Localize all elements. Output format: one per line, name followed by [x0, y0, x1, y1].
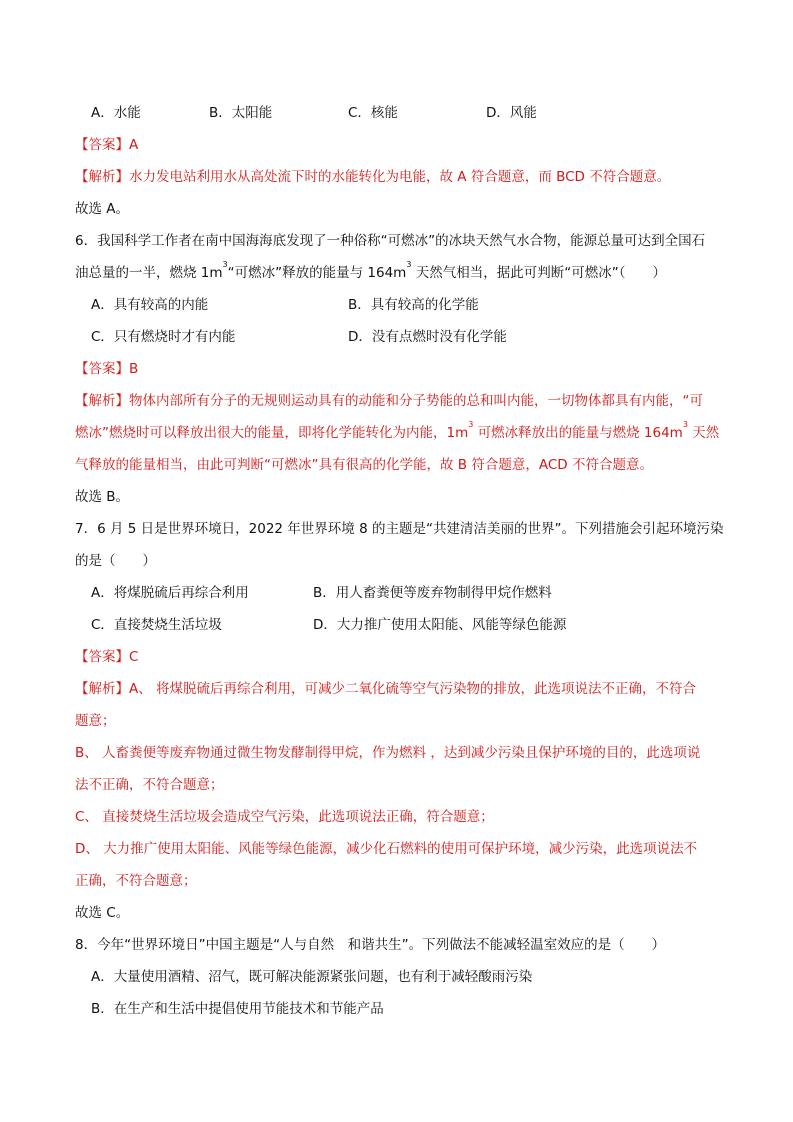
q7-option-d: D．大力推广使用太阳能、风能等绿色能源: [313, 617, 567, 633]
analysis-tag: 【解析】: [75, 681, 129, 697]
q7-analysis-d-line-2: 正确，不符合题意；: [75, 873, 197, 889]
q7-stem-line-1: 7．6 月 5 日是世界环境日，2022 年世界环境 8 的主题是“共建清洁美丽的世界”。下列措施会引起环境污染: [75, 521, 724, 537]
q7-analysis-b-line-2: 法不正确，不符合题意；: [75, 777, 224, 793]
q8-option-a: A．大量使用酒精、沼气，既可解决能源紧张问题，也有利于减轻酸雨污染: [91, 969, 533, 985]
answer-value: B: [129, 361, 139, 377]
q5-conclusion: 故选 A。: [75, 201, 130, 217]
analysis-tag: 【解析】: [75, 393, 129, 409]
q6-option-b: B．具有较高的化学能: [348, 297, 479, 313]
q7-answer: [75, 645, 138, 665]
q6-analysis-line-1: 【解析】物体内部所有分子的无规则运动具有的动能和分子势能的总和叫内能，一切物体都具有内能，“可: [75, 393, 703, 409]
q6-answer: [75, 357, 138, 377]
q5-option-a: A．水能: [91, 105, 141, 121]
q8-stem: 8．今年“世界环境日”中国主题是“人与自然 和谐共生”。下列做法不能减轻温室效应的是（ ）: [75, 937, 666, 953]
q7-analysis-a-line-1: 【解析】A、 将煤脱硫后再综合利用，可减少二氧化硫等空气污染物的排放，此选项说法不正确，不符合: [75, 681, 697, 697]
q8-option-b: B．在生产和生活中提倡使用节能技术和节能产品: [91, 1001, 384, 1017]
q6-stem-line-1: 6．我国科学工作者在南中国海海底发现了一种俗称“可燃冰”的冰块天然气水合物，能源总量可达到全国石: [75, 233, 706, 249]
analysis-tag: 【解析】: [75, 169, 129, 185]
q5-option-c: C．核能: [348, 105, 398, 121]
q5-analysis: [75, 165, 670, 185]
q7-option-c: C．直接焚烧生活垃圾: [91, 617, 222, 633]
analysis-text: 水力发电站利用水从高处流下时的水能转化为电能，故 A 符合题意，而 BCD 不符合题意。: [129, 169, 671, 185]
q5-option-b: B．太阳能: [209, 105, 273, 121]
q7-analysis-a-line-2: 题意；: [75, 713, 116, 729]
q7-stem-line-2: 的是（ ）: [75, 553, 156, 569]
q7-conclusion: 故选 C。: [75, 905, 130, 921]
answer-tag: 【答案】: [75, 649, 129, 665]
q6-conclusion: 故选 B。: [75, 489, 130, 505]
q6-option-c: C．只有燃烧时才有内能: [91, 329, 236, 345]
q7-analysis-d-line-1: D、 大力推广使用太阳能、风能等绿色能源，减少化石燃料的使用可保护环境，减少污染，此选项说法不: [75, 841, 698, 857]
q6-analysis-line-3: 气释放的能量相当，由此可判断“可燃冰”具有很高的化学能，故 B 符合题意，ACD 不符合题意。: [75, 457, 653, 473]
answer-value: A: [129, 137, 139, 153]
q5-answer: [75, 133, 138, 153]
q7-analysis-c: C、 直接焚烧生活垃圾会造成空气污染，此选项说法正确，符合题意；: [75, 809, 494, 825]
q7-option-b: B．用人畜粪便等废弃物制得甲烷作燃料: [313, 585, 552, 601]
q6-analysis-line-2: 燃冰”燃烧时可以释放出很大的能量，即将化学能转化为内能，$1m^3$ 可燃冰释放出的能量与燃烧 $164m^3$ 天然: [75, 420, 720, 441]
q7-analysis-b-line-1: B、 人畜粪便等废弃物通过微生物发酵制得甲烷，作为燃料 ，达到减少污染且保护环境的目的，此选项说: [75, 745, 701, 761]
q5-option-d: D．风能: [486, 105, 537, 121]
answer-tag: 【答案】: [75, 137, 129, 153]
q6-option-d: D．没有点燃时没有化学能: [348, 329, 507, 345]
answer-value: C: [129, 649, 139, 665]
q6-option-a: A．具有较高的内能: [91, 297, 209, 313]
answer-tag: 【答案】: [75, 361, 129, 377]
q6-stem-line-2: 油总量的一半，燃烧 $1m^3“$可燃冰”释放的能量与 $164m^3$ 天然气相当，据此可判断“可燃冰”（ ）: [75, 260, 666, 281]
q7-option-a: A．将煤脱硫后再综合利用: [91, 585, 249, 601]
